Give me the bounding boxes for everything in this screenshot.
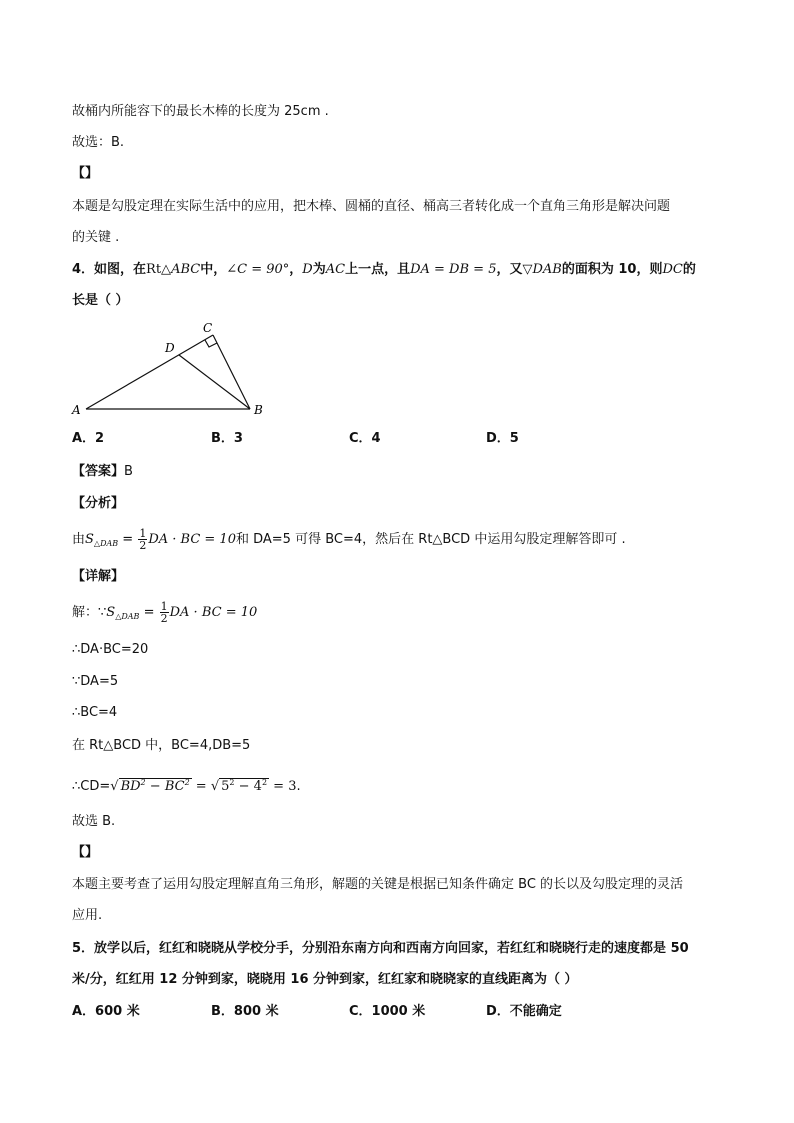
q4-detail-label: 【详解】 xyxy=(72,569,125,584)
q4-detail-step3: ∴BC=4 xyxy=(72,705,118,720)
label-d: D xyxy=(165,341,175,355)
prev-summary-line2: 的关键 . xyxy=(72,230,120,245)
prev-note-bracket: 【】 xyxy=(72,166,99,181)
q4-choice: 故选 B. xyxy=(72,814,116,829)
q4-stem-line2: 长是（ ） xyxy=(72,293,129,308)
q4-analysis-label: 【分析】 xyxy=(72,496,125,511)
q5-option-a[interactable]: A．600 米 xyxy=(72,1004,140,1019)
q4-detail-step2: ∵DA=5 xyxy=(72,674,119,689)
q4-stem-line1: 4．如图，在Rt△ABC中，∠C = 90°，D为AC上一点，且DA = DB = 5，又▽DAB的面积为 10，则DC的 xyxy=(72,262,696,277)
prev-summary-line1: 本题是勾股定理在实际生活中的应用，把木棒、圆桶的直径、桶高三者转化成一个直角三角形是解决问题 xyxy=(72,199,671,214)
q4-triangle-figure xyxy=(70,318,280,422)
q4-answer: 【答案】B xyxy=(72,464,133,479)
label-a: A xyxy=(72,403,81,417)
q4-analysis-text: 由$S_{\triangle DAB}$ = $\frac{1}{2}$ DA · BC = 10和 DA=5 可得 BC=4，然后在 Rt△BCD 中运用勾股定理解答即可 . xyxy=(72,527,626,552)
label-b: B xyxy=(254,403,263,417)
q5-option-c[interactable]: C．1000 米 xyxy=(349,1004,426,1019)
q4-option-c[interactable]: C．4 xyxy=(349,431,381,446)
segment-ac xyxy=(86,335,213,409)
q5-option-b[interactable]: B．800 米 xyxy=(211,1004,279,1019)
label-c: C xyxy=(203,321,213,335)
q4-option-b[interactable]: B．3 xyxy=(211,431,243,446)
q4-detail-step4: 在 Rt△BCD 中，BC=4,DB=5 xyxy=(72,738,251,753)
q4-option-d[interactable]: D．5 xyxy=(486,431,519,446)
q4-note-bracket: 【】 xyxy=(72,845,99,860)
q4-detail-step5: ∴CD=√ $BD^2 - BC^2$ = √ $5^2 - 4^2 = 3$. xyxy=(72,778,301,794)
q4-options xyxy=(72,429,722,449)
segment-db xyxy=(179,355,250,409)
prev-choice: 故选：B. xyxy=(72,135,125,150)
right-angle-mark xyxy=(205,340,217,347)
q4-detail-step0: 解：$\because S_{\triangle DAB}$ = $\frac{1}{2}$ DA · BC = 10 xyxy=(72,600,258,625)
q5-stem-line2: 米/分，红红用 12 分钟到家，晓晓用 16 分钟到家，红红家和晓晓家的直线距离为（ ） xyxy=(72,972,578,987)
q4-summary-line2: 应用. xyxy=(72,908,103,923)
q4-option-a[interactable]: A．2 xyxy=(72,431,105,446)
q4-detail-step1: ∴DA·BC=20 xyxy=(72,642,149,657)
segment-cb xyxy=(213,335,250,409)
q5-option-d[interactable]: D．不能确定 xyxy=(486,1004,562,1019)
q5-stem-line1: 5．放学以后，红红和晓晓从学校分手，分别沿东南方向和西南方向回家，若红红和晓晓行走的速度都是 50 xyxy=(72,941,689,956)
q5-options xyxy=(72,1002,722,1022)
prev-conclusion: 故桶内所能容下的最长木棒的长度为 25cm . xyxy=(72,104,329,119)
q4-summary-line1: 本题主要考查了运用勾股定理解直角三角形，解题的关键是根据已知条件确定 BC 的长以及勾股定理的灵活 xyxy=(72,877,684,892)
